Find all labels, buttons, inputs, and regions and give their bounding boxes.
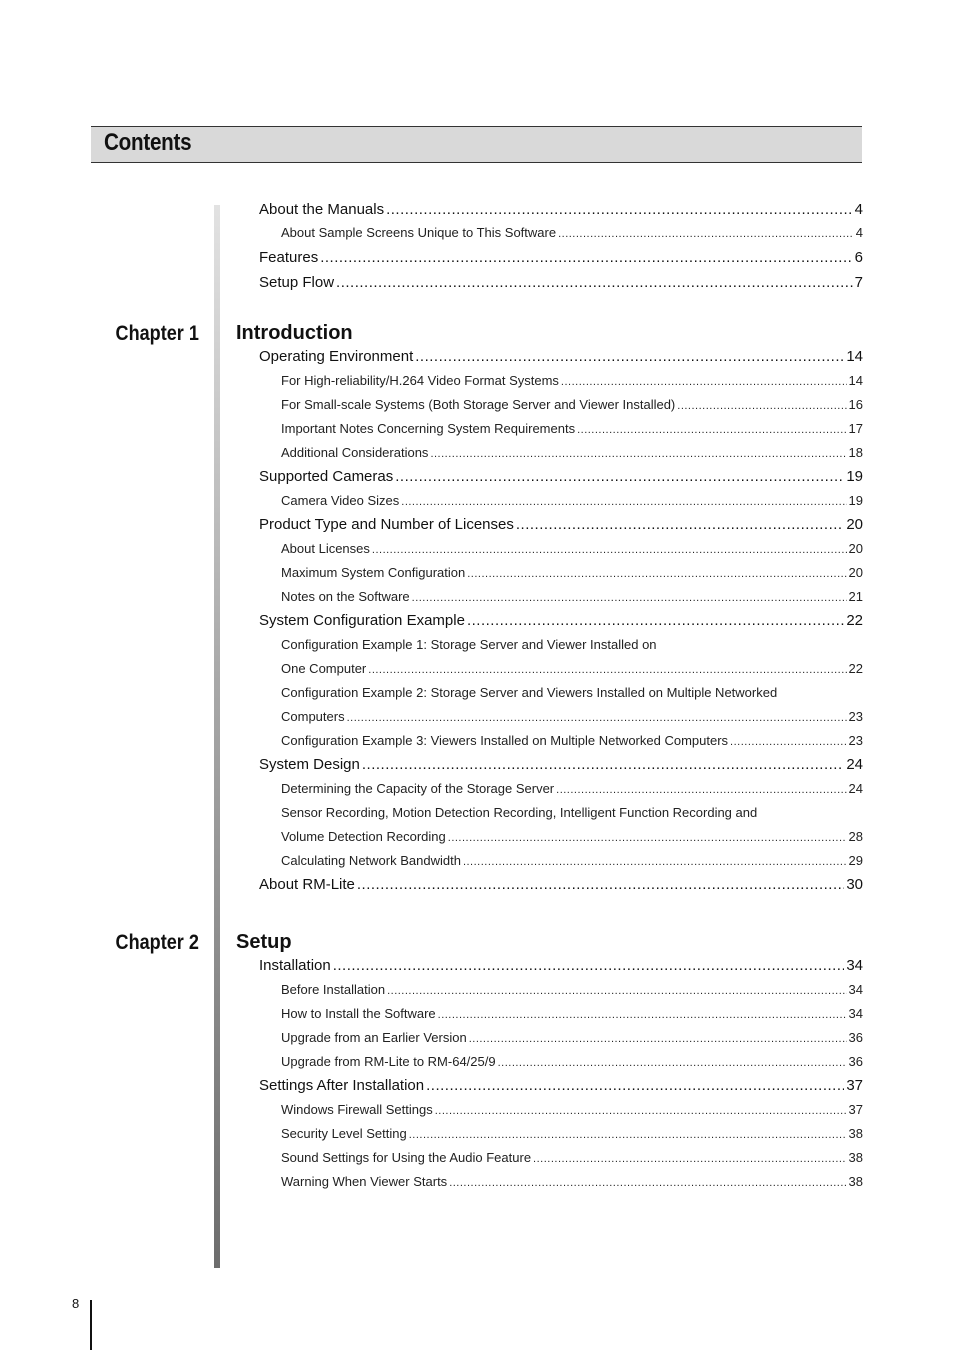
toc-page-number: 16	[848, 397, 863, 412]
toc-page-number: 34	[848, 1006, 863, 1021]
toc-entry-title: Before Installation	[281, 982, 386, 997]
toc-page-number: 6	[854, 249, 863, 266]
toc-leader-dots	[558, 225, 854, 240]
toc-leader-dots	[386, 201, 853, 218]
toc-leader-dots	[368, 661, 846, 676]
toc-page-number: 17	[848, 421, 863, 436]
toc-leader-dots	[347, 709, 847, 724]
toc-page-number: 38	[848, 1174, 863, 1189]
page-number: 8	[72, 1296, 80, 1311]
toc-page-number: 24	[848, 781, 863, 796]
toc-subsection-entry[interactable]	[281, 781, 863, 796]
toc-entry-title: Volume Detection Recording	[281, 829, 446, 844]
toc-entry-title: Windows Firewall Settings	[281, 1102, 433, 1117]
page-margin-rule	[90, 1300, 92, 1350]
toc-subsection-entry[interactable]	[281, 1102, 863, 1117]
toc-entry-title: Calculating Network Bandwidth	[281, 853, 461, 868]
toc-page-number: 36	[848, 1030, 863, 1045]
toc-entry-title: Setup Flow	[259, 274, 335, 291]
toc-subsection-entry[interactable]	[281, 373, 863, 388]
toc-page-number: 18	[848, 445, 863, 460]
toc-entry-title-line1[interactable]: Configuration Example 1: Storage Server and Viewer Installed on	[281, 637, 657, 652]
toc-page-number: 37	[846, 1077, 863, 1094]
toc-page-number: 34	[848, 982, 863, 997]
toc-page-number: 29	[848, 853, 863, 868]
toc-leader-dots	[333, 957, 845, 974]
toc-leader-dots	[415, 348, 844, 365]
toc-subsection-entry[interactable]	[281, 1174, 863, 1189]
sidebar-gradient-bar	[214, 205, 220, 1268]
toc-leader-dots	[320, 249, 852, 266]
toc-page-number: 38	[848, 1150, 863, 1165]
toc-subsection-entry[interactable]	[281, 1126, 863, 1141]
toc-entry-title: System Design	[259, 756, 360, 773]
toc-leader-dots	[498, 1054, 847, 1069]
toc-page-number: 30	[846, 876, 863, 893]
toc-leader-dots	[438, 1006, 847, 1021]
toc-section-entry[interactable]	[259, 249, 863, 266]
toc-page-number: 14	[848, 373, 863, 388]
toc-section-entry[interactable]	[259, 201, 863, 218]
toc-page-number: 20	[846, 516, 863, 533]
toc-page-number: 19	[848, 493, 863, 508]
toc-page-number: 19	[846, 468, 863, 485]
toc-page-number: 24	[846, 756, 863, 773]
toc-leader-dots	[469, 1030, 847, 1045]
toc-subsection-entry[interactable]	[281, 733, 863, 748]
toc-section-entry[interactable]	[259, 756, 863, 773]
toc-page-number: 4	[855, 225, 863, 240]
toc-page-number: 34	[846, 957, 863, 974]
toc-subsection-entry[interactable]	[281, 225, 863, 240]
toc-entry-title: Determining the Capacity of the Storage Server	[281, 781, 555, 796]
toc-page-number: 4	[854, 201, 863, 218]
toc-leader-dots	[449, 1174, 846, 1189]
toc-subsection-entry[interactable]	[281, 661, 863, 676]
toc-leader-dots	[577, 421, 846, 436]
toc-page-number: 37	[848, 1102, 863, 1117]
toc-subsection-entry[interactable]	[281, 1150, 863, 1165]
toc-page-number: 20	[848, 565, 863, 580]
toc-leader-dots	[401, 493, 846, 508]
toc-leader-dots	[677, 397, 846, 412]
contents-banner	[91, 126, 862, 163]
toc-leader-dots	[362, 756, 844, 773]
toc-subsection-entry[interactable]	[281, 565, 863, 580]
toc-page-number: 38	[848, 1126, 863, 1141]
toc-page-number: 28	[848, 829, 863, 844]
toc-entry-title: Important Notes Concerning System Requirements	[281, 421, 576, 436]
toc-page-number: 23	[848, 709, 863, 724]
toc-page-number: 22	[848, 661, 863, 676]
toc-page-number: 23	[848, 733, 863, 748]
toc-leader-dots	[357, 876, 844, 893]
toc-leader-dots	[395, 468, 844, 485]
toc-section-entry[interactable]	[259, 516, 863, 533]
toc-section-entry[interactable]	[259, 612, 863, 629]
toc-entry-title: Upgrade from an Earlier Version	[281, 1030, 467, 1045]
toc-leader-dots	[387, 982, 846, 997]
toc-leader-dots	[467, 612, 844, 629]
toc-entry-title: Camera Video Sizes	[281, 493, 400, 508]
toc-page-number: 7	[854, 274, 863, 291]
toc-page-number: 20	[848, 541, 863, 556]
chapter-title[interactable]: Setup	[236, 931, 292, 953]
toc-entry-title: Features	[259, 249, 319, 266]
toc-subsection-entry[interactable]	[281, 1006, 863, 1021]
toc-section-entry[interactable]	[259, 957, 863, 974]
toc-page-number: 36	[848, 1054, 863, 1069]
toc-page-number: 21	[848, 589, 863, 604]
toc-entry-title: For Small-scale Systems (Both Storage Server and Viewer Installed)	[281, 397, 676, 412]
toc-subsection-entry[interactable]	[281, 1054, 863, 1069]
chapter-title[interactable]: Introduction	[236, 322, 353, 344]
toc-entry-title: Product Type and Number of Licenses	[259, 516, 514, 533]
toc-page-number: 14	[846, 348, 863, 365]
toc-entry-title: Computers	[281, 709, 345, 724]
toc-leader-dots	[467, 565, 846, 580]
chapter-label: Chapter 1	[115, 322, 199, 345]
toc-entry-title: Installation	[259, 957, 331, 974]
toc-leader-dots	[426, 1077, 844, 1094]
toc-entry-title: Warning When Viewer Starts	[281, 1174, 448, 1189]
toc-entry-title-line1[interactable]: Configuration Example 2: Storage Server and Viewers Installed on Multiple Networked	[281, 685, 778, 700]
toc-entry-title: About the Manuals	[259, 201, 385, 218]
toc-entry-title-line1[interactable]: Sensor Recording, Motion Detection Recording, Intelligent Function Recording and	[281, 805, 758, 820]
toc-entry-title: Upgrade from RM-Lite to RM-64/25/9	[281, 1054, 496, 1069]
page-title: Contents	[104, 129, 192, 156]
toc-subsection-entry[interactable]	[281, 421, 863, 436]
toc-section-entry[interactable]	[259, 876, 863, 893]
toc-entry-title: About RM-Lite	[259, 876, 355, 893]
toc-entry-title: Operating Environment	[259, 348, 414, 365]
toc-subsection-entry[interactable]	[281, 982, 863, 997]
toc-entry-title: Supported Cameras	[259, 468, 394, 485]
toc-entry-title: Notes on the Software	[281, 589, 410, 604]
toc-leader-dots	[336, 274, 853, 291]
toc-entry-title: How to Install the Software	[281, 1006, 436, 1021]
toc-subsection-entry[interactable]	[281, 853, 863, 868]
toc-page-number: 22	[846, 612, 863, 629]
toc-leader-dots	[561, 373, 847, 388]
toc-section-entry[interactable]	[259, 1077, 863, 1094]
toc-section-entry[interactable]	[259, 274, 863, 291]
toc-subsection-entry[interactable]	[281, 709, 863, 724]
toc-subsection-entry[interactable]	[281, 541, 863, 556]
toc-entry-title: About Licenses	[281, 541, 370, 556]
toc-entry-title: Additional Considerations	[281, 445, 429, 460]
toc-section-entry[interactable]	[259, 348, 863, 365]
toc-leader-dots	[412, 589, 847, 604]
toc-leader-dots	[372, 541, 847, 556]
toc-leader-dots	[533, 1150, 846, 1165]
toc-entry-title: Configuration Example 3: Viewers Installed on Multiple Networked Computers	[281, 733, 729, 748]
toc-entry-title: Sound Settings for Using the Audio Feature	[281, 1150, 532, 1165]
toc-section-entry[interactable]	[259, 468, 863, 485]
toc-subsection-entry[interactable]	[281, 445, 863, 460]
toc-leader-dots	[730, 733, 846, 748]
toc-entry-title: Settings After Installation	[259, 1077, 425, 1094]
toc-entry-title: Maximum System Configuration	[281, 565, 466, 580]
toc-subsection-entry[interactable]	[281, 589, 863, 604]
toc-subsection-entry[interactable]	[281, 493, 863, 508]
toc-subsection-entry[interactable]	[281, 397, 863, 412]
toc-entry-title: About Sample Screens Unique to This Software	[281, 225, 557, 240]
toc-leader-dots	[556, 781, 846, 796]
toc-leader-dots	[435, 1102, 847, 1117]
toc-subsection-entry[interactable]	[281, 1030, 863, 1045]
toc-leader-dots	[463, 853, 847, 868]
toc-leader-dots	[430, 445, 846, 460]
toc-entry-title: Security Level Setting	[281, 1126, 407, 1141]
toc-leader-dots	[448, 829, 847, 844]
toc-subsection-entry[interactable]	[281, 829, 863, 844]
chapter-label: Chapter 2	[115, 931, 199, 954]
toc-leader-dots	[409, 1126, 847, 1141]
toc-entry-title: For High-reliability/H.264 Video Format Systems	[281, 373, 559, 388]
toc-entry-title: System Configuration Example	[259, 612, 465, 629]
toc-leader-dots	[516, 516, 844, 533]
toc-entry-title: One Computer	[281, 661, 367, 676]
